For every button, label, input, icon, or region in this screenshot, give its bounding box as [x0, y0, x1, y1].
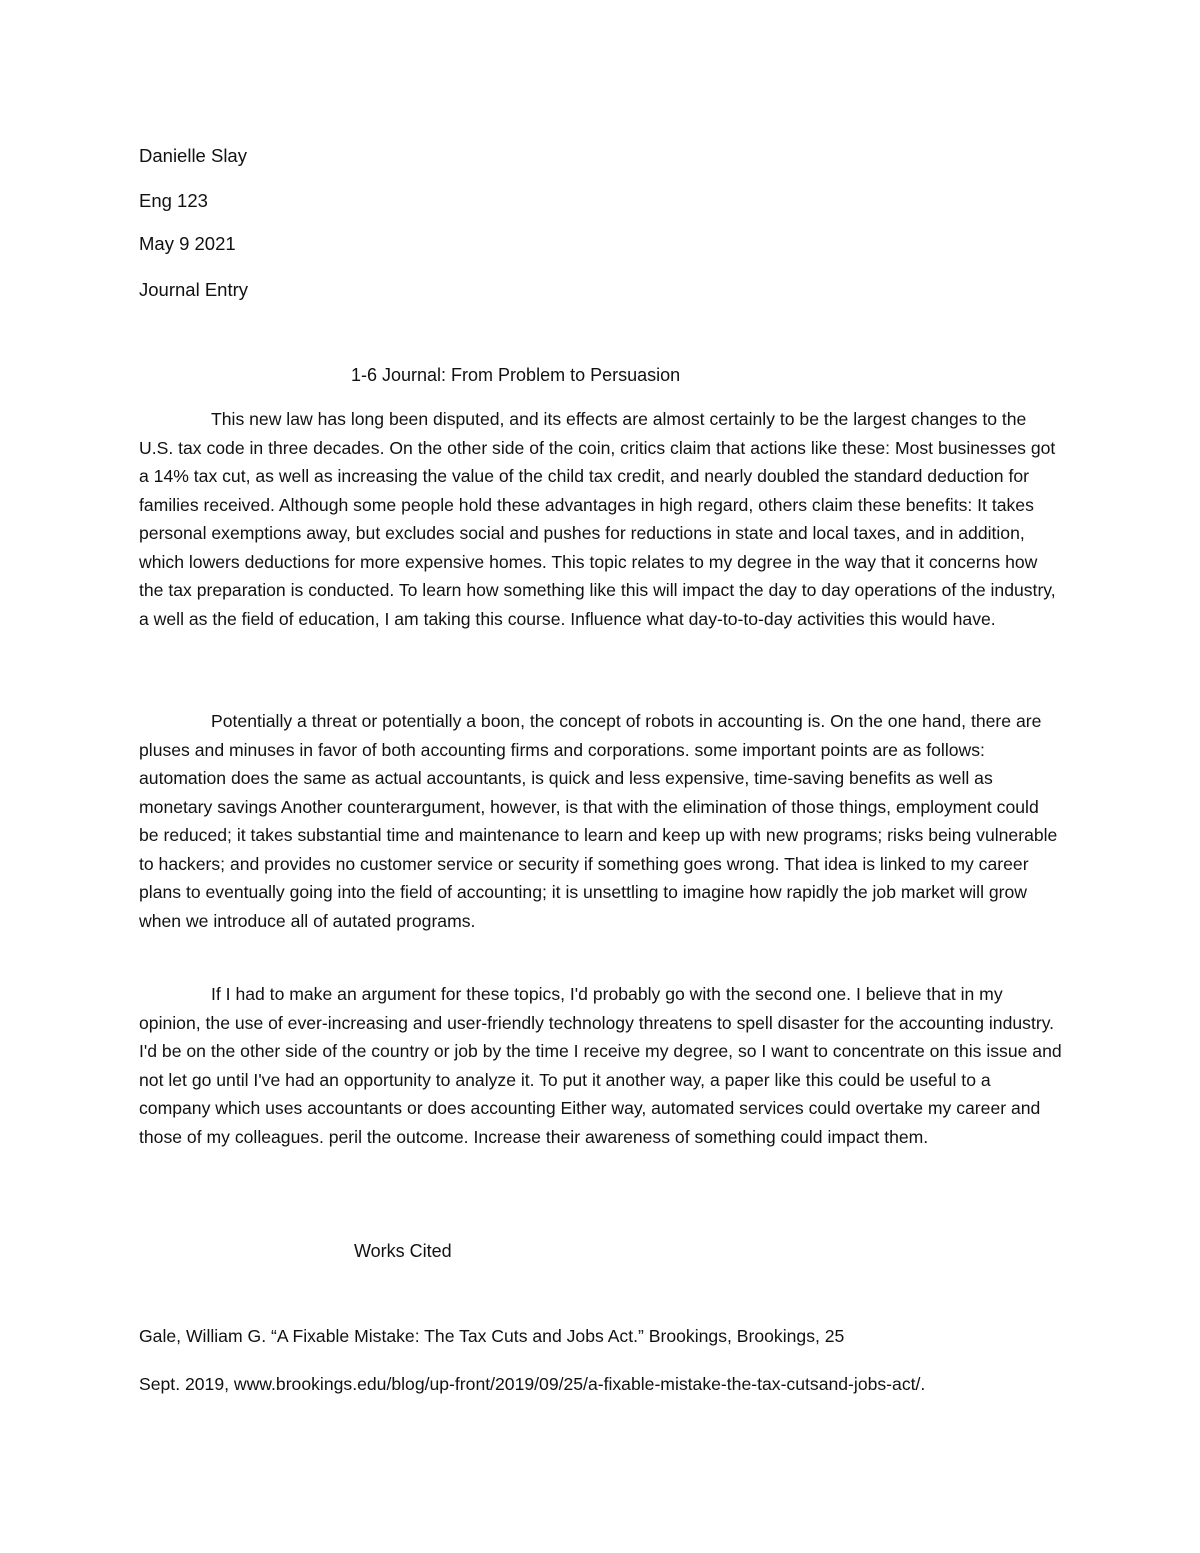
assignment-type: Journal Entry	[139, 279, 248, 300]
date: May 9 2021	[139, 233, 236, 254]
author-name: Danielle Slay	[139, 145, 247, 166]
document-title: 1-6 Journal: From Problem to Persuasion	[351, 365, 681, 385]
body-paragraph-1: This new law has long been disputed, and its effects are almost certainly to be the largest changes to the U.S. tax code in three decades. On the other side of the coin, critics claim that actions like these: Most businesses got a 14% tax cut, as well as increasing the value of the child tax credit, and nearly doubled the standard deduction for families received. Although some people hold these advantages in high regard, others claim these benefits: It takes personal exemptions away, but excludes social and pushes for reductions in state and local taxes, and in addition, which lowers deductions for more expensive homes. This topic relates to my degree in the way that it concerns how the tax preparation is conducted. To learn how something like this will impact the day to day operations of the industry, a well as the field of education, I am taking this course. Influence what day-to-to-day activities this would have.	[139, 409, 1056, 629]
body-paragraph-2: Potentially a threat or potentially a boon, the concept of robots in accounting is. On the one hand, there are pluses and minuses in favor of both accounting firms and corporations. some important points are as follows: automation does the same as actual accountants, is quick and less expensive, time-saving benefits as well as monetary savings Another counterargument, however, is that with the elimination of those things, employment could be reduced; it takes substantial time and maintenance to learn and keep up with new programs; risks being vulnerable to hackers; and provides no customer service or security if something goes wrong. That idea is linked to my career plans to eventually going into the field of accounting; it is unsettling to imagine how rapidly the job market will grow when we introduce all of autated programs.	[139, 711, 1058, 931]
citation-line-1: Gale, William G. “A Fixable Mistake: The Tax Cuts and Jobs Act.” Brookings, Brookings, 25	[139, 1326, 845, 1346]
citation-line-2: Sept. 2019, www.brookings.edu/blog/up-front/2019/09/25/a-fixable-mistake-the-tax-cutsand-jobs-act/.	[139, 1374, 926, 1394]
body-paragraph-3: If I had to make an argument for these topics, I'd probably go with the second one. I believe that in my opinion, the use of ever-increasing and user-friendly technology threatens to spell disaster for the accounting industry. I'd be on the other side of the country or job by the time I receive my degree, so I want to concentrate on this issue and not let go until I've had an opportunity to analyze it. To put it another way, a paper like this could be useful to a company which uses accountants or does accounting Either way, automated services could overtake my career and those of my colleagues. peril the outcome. Increase their awareness of something could impact them.	[139, 984, 1062, 1147]
works-cited-heading: Works Cited	[354, 1241, 452, 1261]
course-name: Eng 123	[139, 190, 208, 211]
